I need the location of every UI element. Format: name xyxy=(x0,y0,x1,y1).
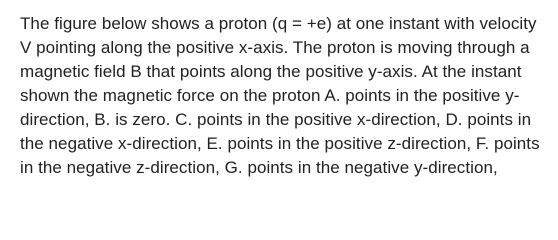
question-text: The figure below shows a proton (q = +e) at one instant with velocity V pointing along the positive x-axis. The proton is moving through a magnetic field B that points along the positive y-axis. At the instant shown the magnetic force on the proton A. points in the positive y-direction, B. is zero. C. points in the positive x-direction, D. points in the negative x-direction, E. points in the positive z-direction, F. points in the negative z-direction, G. points in the negative y-direction, xyxy=(20,14,540,177)
